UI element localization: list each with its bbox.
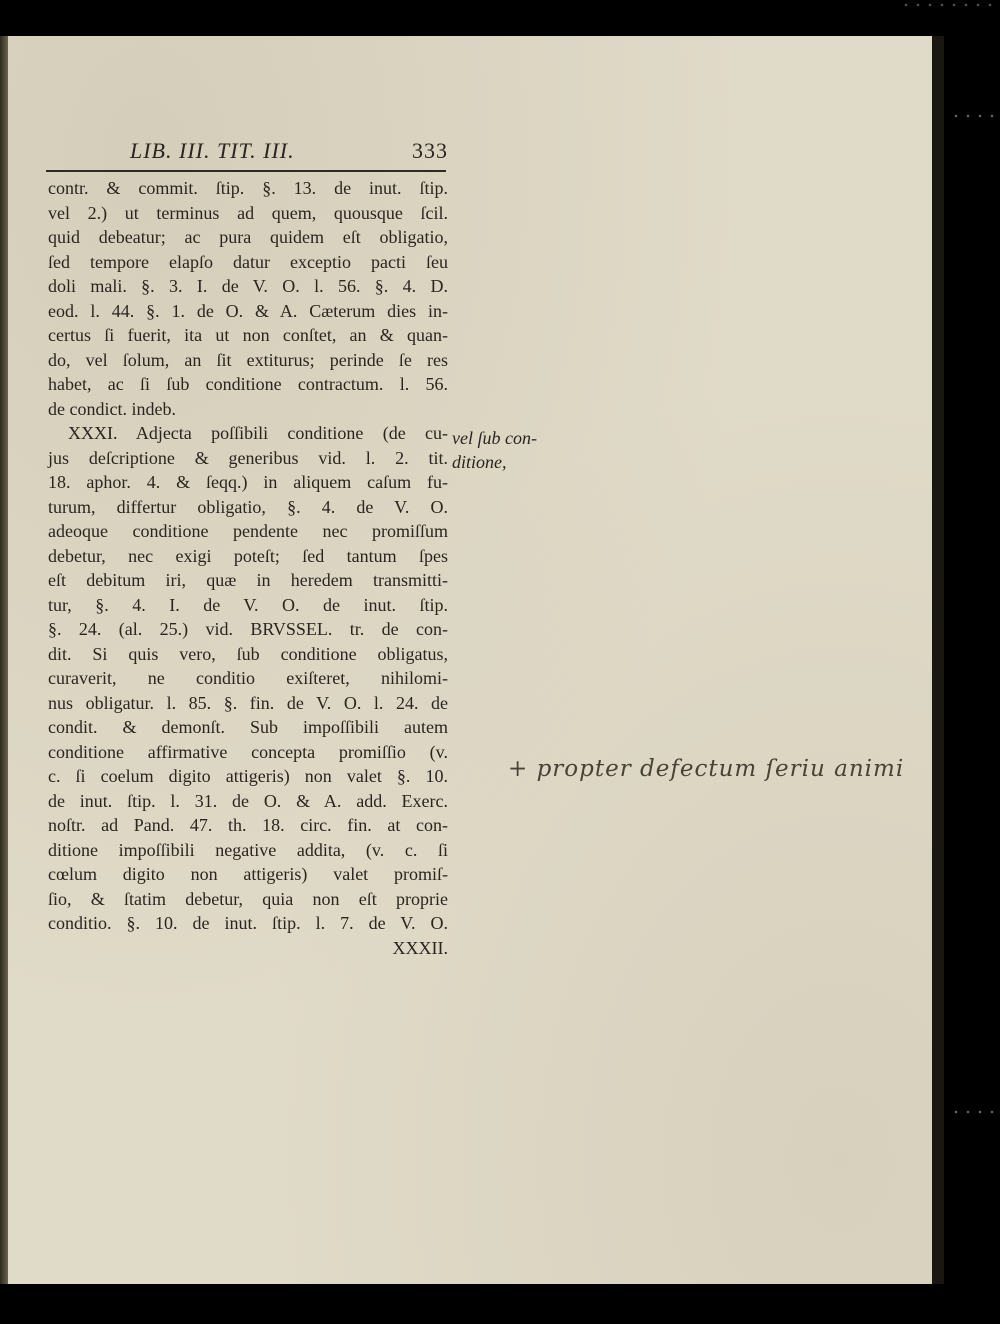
text-line: tur, §. 4. I. de V. O. de inut. ſtip. [48, 594, 448, 615]
text-line: contr. & commit. ſtip. §. 13. de inut. ſtip. [48, 178, 448, 198]
catchword: XXXII. [392, 937, 448, 958]
text-line: de inut. ſtip. l. 31. de O. & A. add. Exerc. [48, 790, 448, 811]
page-right-edge [932, 36, 944, 1284]
text-line: habet, ac ſi ſub conditione contractum. l. 56. [48, 374, 448, 394]
text-line: conditione affirmative concepta promiſſio (v. [48, 741, 448, 762]
header-rule [46, 170, 446, 172]
scan-edge-dots [950, 1108, 1000, 1116]
scan-edge-dots [900, 0, 1000, 10]
text-line: de condict. indeb. [48, 398, 176, 419]
text-line: ſed tempore elapſo datur exceptio pacti ſeu [48, 251, 448, 272]
text-line: ſio, & ſtatim debetur, quia non eſt proprie [48, 888, 448, 909]
running-head-title: LIB. III. TIT. III. [130, 138, 295, 163]
margin-note-line-2: ditione, [452, 452, 507, 472]
text-line: §. 24. (al. 25.) vid. BRVSSEL. tr. de con- [48, 619, 448, 639]
text-line: 18. aphor. 4. & ſeqq.) in aliquem caſum fu- [48, 472, 448, 492]
text-line: ditione impoſſibili negative addita, (v. c. ſi [48, 839, 448, 860]
text-line: curaverit, ne conditio exiſteret, nihilomi- [48, 668, 448, 688]
text-line: eod. l. 44. §. 1. de O. & A. Cæterum dies in- [48, 300, 448, 321]
text-line: debetur, nec exigi poteſt; ſed tantum ſpes [48, 545, 448, 566]
section-heading-line: XXXI. Adjecta poſſibili conditione (de cu- [68, 423, 448, 443]
text-line: quid debeatur; ac pura quidem eſt obligatio, [48, 227, 448, 247]
text-line: noſtr. ad Pand. 47. th. 18. circ. fin. at con- [48, 815, 448, 835]
text-line: conditio. §. 10. de inut. ſtip. l. 7. de V. O. [48, 913, 448, 933]
text-line: adeoque conditione pendente nec promiſſum [48, 521, 448, 541]
text-line: certus ſi fuerit, ita ut non conſtet, an & quan- [48, 325, 448, 345]
margin-note-line-1: vel ſub con- [452, 428, 537, 448]
text-line: c. ſi coelum digito attigeris) non valet §. 10. [48, 766, 448, 786]
text-line: cœlum digito non attigeris) valet promiſ- [48, 864, 448, 884]
text-line: jus deſcriptione & generibus vid. l. 2. tit. [48, 447, 448, 468]
body-text [48, 176, 448, 960]
text-line: eſt debitum iri, quæ in heredem transmitti- [48, 570, 448, 590]
running-head [130, 138, 448, 164]
text-line: dit. Si quis vero, ſub conditione obligatus, [48, 643, 448, 664]
scan-edge-dots [950, 112, 1000, 120]
page-number: 333 [412, 138, 448, 163]
text-line: condit. & demonſt. Sub impoſſibili autem [48, 717, 448, 737]
handwritten-annotation: + propter defectum ſeriu animi [508, 756, 905, 782]
text-line: do, vel ſolum, an ſit extiturus; perinde ſe res [48, 349, 448, 370]
text-line: vel 2.) ut terminus ad quem, quousque ſcil. [48, 202, 448, 223]
text-line: turum, differtur obligatio, §. 4. de V. O. [48, 496, 448, 517]
text-line: nus obligatur. l. 85. §. fin. de V. O. l. 24. de [48, 692, 448, 713]
text-line: doli mali. §. 3. I. de V. O. l. 56. §. 4. D. [48, 276, 448, 296]
